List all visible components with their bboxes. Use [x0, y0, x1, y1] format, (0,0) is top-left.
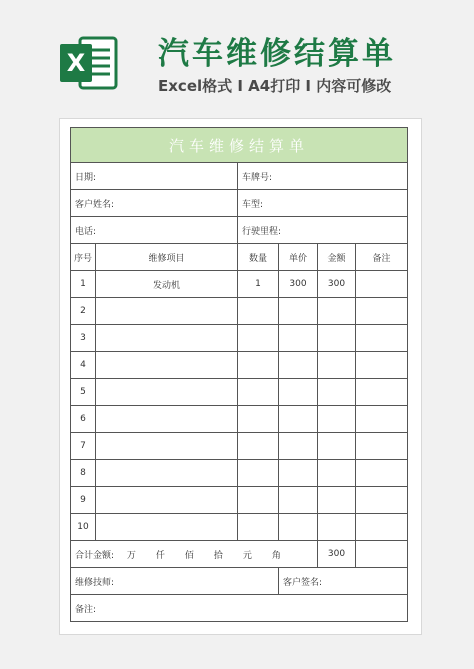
qty-cell[interactable] — [238, 406, 279, 433]
table-row — [71, 379, 408, 406]
qty-cell[interactable] — [238, 379, 279, 406]
note-cell[interactable] — [356, 352, 408, 379]
qty-cell[interactable]: 1 — [238, 271, 279, 298]
column-header-row — [71, 244, 408, 271]
item-cell[interactable] — [96, 352, 238, 379]
amount-cell[interactable] — [318, 325, 356, 352]
table-row — [71, 271, 408, 298]
row-number: 5 — [71, 379, 96, 406]
unit-yuan: 元 — [242, 550, 252, 561]
amount-cell[interactable] — [318, 379, 356, 406]
col-header-no: 序号 — [71, 244, 96, 271]
note-cell[interactable] — [356, 379, 408, 406]
amount-cell[interactable] — [318, 298, 356, 325]
price-cell[interactable] — [279, 379, 318, 406]
technician-field[interactable] — [71, 568, 279, 595]
note-cell[interactable] — [356, 460, 408, 487]
table-row — [71, 433, 408, 460]
date-label: 日期: — [75, 172, 97, 183]
item-cell[interactable] — [96, 298, 238, 325]
total-row — [71, 541, 408, 568]
qty-cell[interactable] — [238, 433, 279, 460]
col-header-price: 单价 — [279, 244, 318, 271]
price-cell[interactable] — [279, 406, 318, 433]
col-header-qty: 数量 — [238, 244, 279, 271]
row-number: 2 — [71, 298, 96, 325]
total-amount-words[interactable] — [71, 541, 318, 568]
item-cell[interactable] — [96, 460, 238, 487]
logo-letter: X — [66, 49, 86, 77]
col-header-amount: 金额 — [318, 244, 356, 271]
note-cell[interactable] — [356, 271, 408, 298]
row-number: 7 — [71, 433, 96, 460]
table-row — [71, 325, 408, 352]
unit-bai: 佰 — [184, 550, 194, 561]
price-cell[interactable] — [279, 514, 318, 541]
amount-cell[interactable] — [318, 514, 356, 541]
date-field[interactable] — [71, 163, 238, 190]
row-number: 4 — [71, 352, 96, 379]
item-cell[interactable] — [96, 487, 238, 514]
plate-label: 车牌号: — [242, 172, 273, 183]
signature-label: 客户签名: — [283, 577, 323, 588]
amount-cell[interactable]: 300 — [318, 271, 356, 298]
amount-cell[interactable] — [318, 460, 356, 487]
form-title: 汽车维修结算单 — [71, 128, 408, 163]
customer-label: 客户姓名: — [75, 199, 115, 210]
technician-label: 维修技师: — [75, 577, 115, 588]
total-label: 合计金额: — [75, 550, 115, 561]
note-cell[interactable] — [356, 433, 408, 460]
table-row — [71, 460, 408, 487]
note-cell[interactable] — [356, 406, 408, 433]
item-cell[interactable] — [96, 433, 238, 460]
note-cell[interactable] — [356, 298, 408, 325]
unit-shi: 拾 — [213, 550, 223, 561]
item-cell[interactable]: 发动机 — [96, 271, 238, 298]
price-cell[interactable] — [279, 325, 318, 352]
price-cell[interactable] — [279, 298, 318, 325]
amount-cell[interactable] — [318, 352, 356, 379]
item-cell[interactable] — [96, 514, 238, 541]
table-row — [71, 298, 408, 325]
total-amount-value[interactable]: 300 — [318, 541, 356, 568]
note-cell[interactable] — [356, 325, 408, 352]
row-number: 6 — [71, 406, 96, 433]
model-label: 车型: — [242, 199, 264, 210]
excel-logo-icon — [58, 32, 120, 94]
table-row — [71, 487, 408, 514]
table-row — [71, 352, 408, 379]
table-row — [71, 514, 408, 541]
signature-field[interactable] — [279, 568, 408, 595]
header — [0, 0, 474, 110]
row-number: 3 — [71, 325, 96, 352]
remark-field[interactable] — [71, 595, 408, 622]
amount-cell[interactable] — [318, 433, 356, 460]
page-title: 汽车维修结算单 — [158, 36, 396, 72]
item-cell[interactable] — [96, 325, 238, 352]
row-number: 10 — [71, 514, 96, 541]
table-row — [71, 406, 408, 433]
plate-field[interactable] — [238, 163, 408, 190]
price-cell[interactable] — [279, 433, 318, 460]
price-cell[interactable]: 300 — [279, 271, 318, 298]
qty-cell[interactable] — [238, 460, 279, 487]
item-cell[interactable] — [96, 406, 238, 433]
settlement-table — [70, 127, 408, 622]
total-note-cell[interactable] — [356, 541, 408, 568]
mileage-label: 行驶里程: — [242, 226, 282, 237]
unit-qian: 仟 — [155, 550, 165, 561]
phone-label: 电话: — [75, 226, 97, 237]
note-cell[interactable] — [356, 487, 408, 514]
page-subtitle: Excel格式 I A4打印 I 内容可修改 — [158, 77, 392, 95]
mileage-field[interactable] — [238, 217, 408, 244]
model-field[interactable] — [238, 190, 408, 217]
qty-cell[interactable] — [238, 352, 279, 379]
money-units — [117, 548, 291, 561]
amount-cell[interactable] — [318, 487, 356, 514]
row-number: 8 — [71, 460, 96, 487]
unit-wan: 万 — [126, 550, 136, 561]
item-cell[interactable] — [96, 379, 238, 406]
row-number: 9 — [71, 487, 96, 514]
qty-cell[interactable] — [238, 514, 279, 541]
customer-field[interactable] — [71, 190, 238, 217]
document-sheet — [59, 118, 422, 635]
price-cell[interactable] — [279, 460, 318, 487]
price-cell[interactable] — [279, 352, 318, 379]
remark-label: 备注: — [75, 604, 97, 615]
note-cell[interactable] — [356, 514, 408, 541]
amount-cell[interactable] — [318, 406, 356, 433]
qty-cell[interactable] — [238, 298, 279, 325]
unit-jiao: 角 — [271, 550, 281, 561]
row-number: 1 — [71, 271, 96, 298]
qty-cell[interactable] — [238, 325, 279, 352]
price-cell[interactable] — [279, 487, 318, 514]
col-header-note: 备注 — [356, 244, 408, 271]
col-header-item: 维修项目 — [96, 244, 238, 271]
qty-cell[interactable] — [238, 487, 279, 514]
phone-field[interactable] — [71, 217, 238, 244]
